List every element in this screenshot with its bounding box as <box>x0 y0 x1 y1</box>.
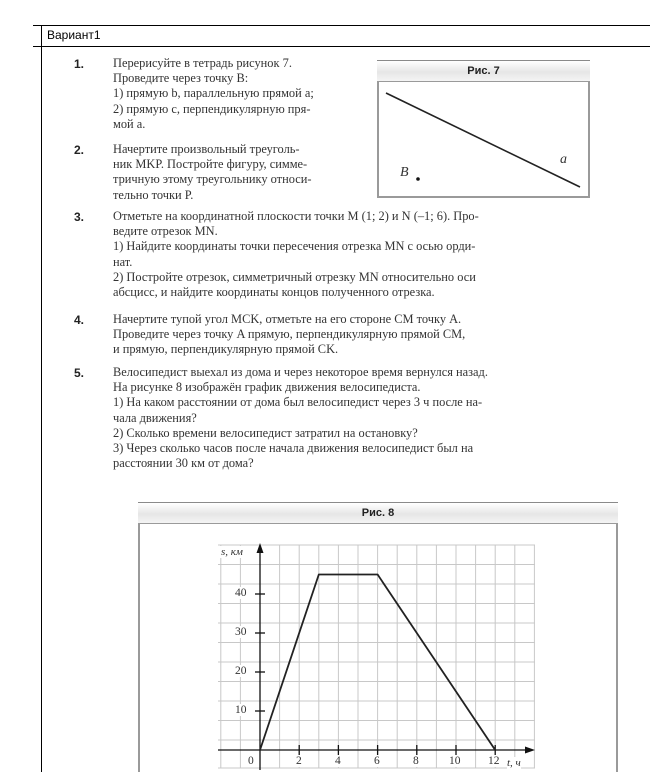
task-4-line-3: и прямую, перпендикулярную прямой CK. <box>113 342 339 357</box>
task-4-number: 4. <box>74 313 85 327</box>
frame-left-border <box>41 25 42 772</box>
task-5-line-3: 1) На каком расстоянии от дома был велосипедист через 3 ч после на- <box>113 395 483 410</box>
task-2-line-4: тельно точки P. <box>113 187 194 202</box>
task-3-line-6: абсцисс, и найдите координаты концов полученного отрезка. <box>113 285 435 300</box>
task-3-line-3: 1) Найдите координаты точки пересечения отрезка MN с осью орди- <box>113 239 476 254</box>
task-3 <box>113 209 595 300</box>
task-5-line-1: Велосипедист выехал из дома и через некоторое время вернулся назад. <box>113 365 488 379</box>
frame-header-divider <box>33 46 650 47</box>
task-3-line-4: нат. <box>113 254 133 269</box>
task-5-line-5: 2) Сколько времени велосипедист затратил на остановку? <box>113 425 418 440</box>
task-4-line-1: Начертите тупой угол MCK, отметьте на его стороне CM точку A. <box>113 312 462 326</box>
task-4 <box>113 312 595 358</box>
x-tick-4: 4 <box>335 755 341 767</box>
x-tick-12: 12 <box>488 755 500 767</box>
task-3-line-2: ведите отрезок MN. <box>113 224 218 239</box>
origin-label: 0 <box>248 755 254 767</box>
figure-7 <box>377 60 590 198</box>
figure-8-title: Рис. 8 <box>138 502 618 524</box>
y-axis-label: s, км <box>221 546 243 558</box>
point-b <box>416 177 420 181</box>
x-tick-10: 10 <box>449 755 461 767</box>
line-a-label: a <box>560 152 567 167</box>
task-2-line-3: тричную этому треугольнику относи- <box>113 172 312 187</box>
task-1-number: 1. <box>74 57 85 71</box>
y-tick-10: 10 <box>235 704 247 716</box>
x-tick-8: 8 <box>413 755 419 767</box>
task-5-number: 5. <box>74 366 85 380</box>
task-5-line-6: 3) Через сколько часов после начала движения велосипедист был на <box>113 441 474 456</box>
task-5 <box>113 365 595 471</box>
task-2 <box>113 142 363 203</box>
task-4-line-2: Проведите через точку A прямую, перпендикулярную прямой CM, <box>113 327 466 342</box>
task-1-line-3: 1) прямую b, параллельную прямой a; <box>113 86 314 101</box>
task-3-number: 3. <box>74 210 85 224</box>
y-tick-30: 30 <box>235 626 247 638</box>
y-tick-20: 20 <box>235 665 247 677</box>
frame-top-border <box>33 25 650 26</box>
variant-label: Вариант1 <box>47 28 101 42</box>
x-tick-6: 6 <box>374 755 380 767</box>
y-tick-40: 40 <box>235 587 247 599</box>
task-1-line-5: мой a. <box>113 116 146 131</box>
point-b-label: B <box>400 165 409 180</box>
task-2-line-1: Начертите произвольный треуголь- <box>113 142 300 156</box>
task-3-line-1: Отметьте на координатной плоскости точки M (1; 2) и N (–1; 6). Про- <box>113 209 479 223</box>
x-axis-label: t, ч <box>507 757 521 769</box>
line-a <box>386 93 580 187</box>
task-2-line-2: ник MKP. Постройте фигуру, симме- <box>113 157 308 172</box>
task-1-line-4: 2) прямую c, перпендикулярную пря- <box>113 101 311 116</box>
task-1 <box>113 56 363 132</box>
distance-time-chart <box>138 502 618 772</box>
axis-ticks <box>255 594 495 755</box>
x-axis-arrow-icon <box>525 747 535 754</box>
x-tick-2: 2 <box>296 755 302 767</box>
task-1-line-1: Перерисуйте в тетрадь рисунок 7. <box>113 56 292 70</box>
task-5-line-4: чала движения? <box>113 410 197 425</box>
task-3-line-5: 2) Постройте отрезок, симметричный отрезку MN относительно оси <box>113 269 476 284</box>
task-1-line-2: Проведите через точку B: <box>113 71 249 86</box>
task-5-line-2: На рисунке 8 изображён график движения велосипедиста. <box>113 380 421 395</box>
figure-7-title: Рис. 7 <box>377 60 590 82</box>
task-2-number: 2. <box>74 143 85 157</box>
task-5-line-7: расстоянии 30 км от дома? <box>113 456 254 471</box>
figure-8 <box>138 502 618 772</box>
